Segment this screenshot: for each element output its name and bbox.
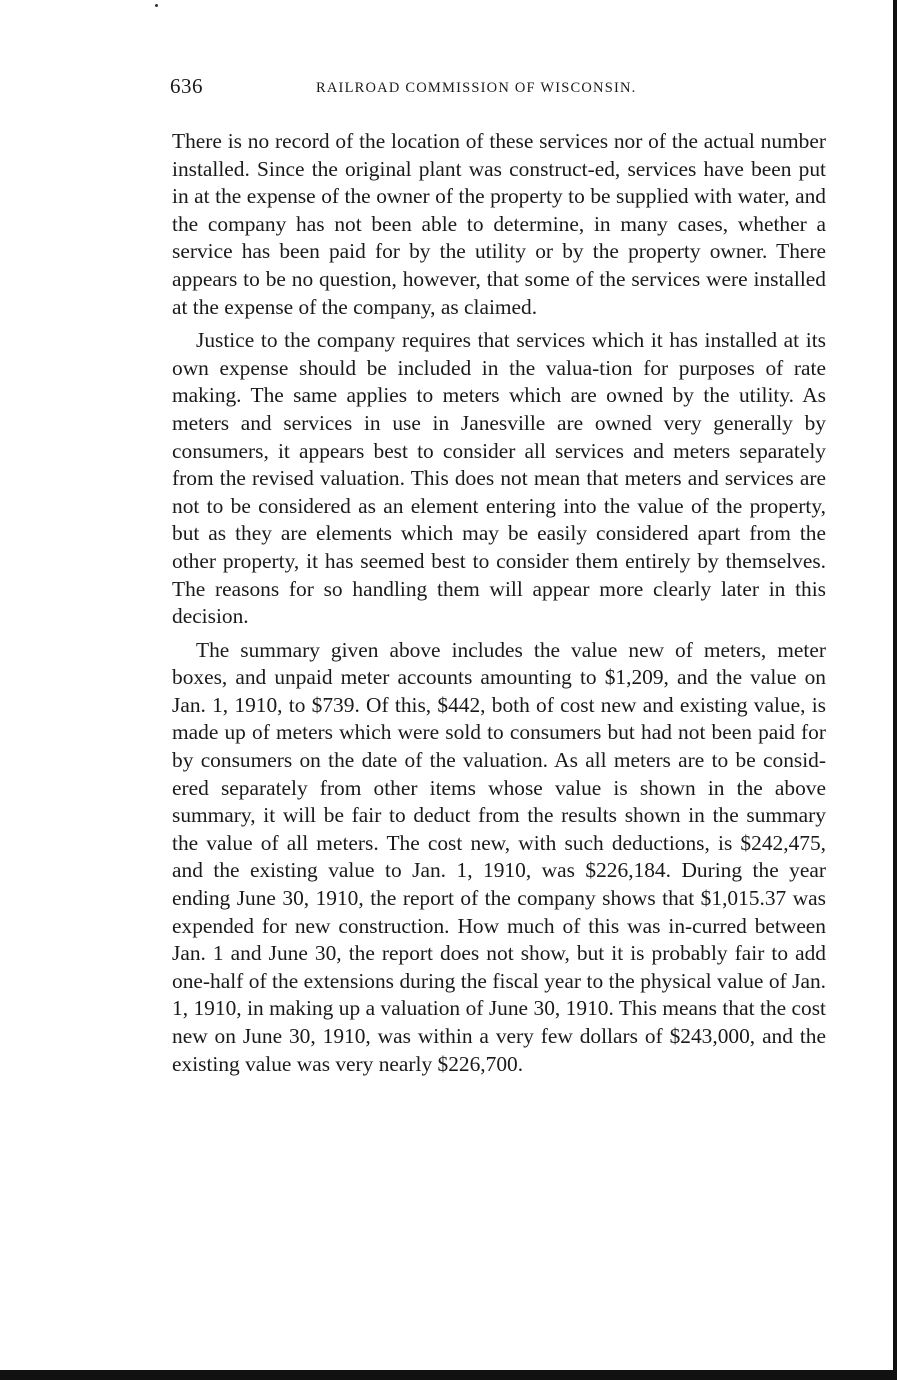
scan-speck [155,4,158,7]
running-head: RAILROAD COMMISSION OF WISCONSIN. [316,80,637,96]
paragraph-services-record: There is no record of the location of these services nor of the actual number installed. Since the original plant was construct-ed, services have been put in at the expense of the owner of the property to be supplied with water, and the company has not been able to determine, in many cases, whether a service has been paid for by the utility or by the property owner. There appears to be no question, however, that some of the services were installed at the expense of the company, as claimed. [172,129,826,319]
page-number: 636 [170,74,203,98]
body-text [172,128,826,1084]
paragraph-justice-to-company: Justice to the company requires that services which it has installed at its own expense should be included in the valua-tion for purposes of rate making. The same applies to meters which are owned by the utility. As meters and services in use in Janesville are owned very generally by consumers, it appears best to consider all services and meters separately from the revised valuation. This does not mean that meters and services are not to be considered as an element entering into the value of the property, but as they are elements which may be easily considered apart from the other property, it has seemed best to consider them entirely by themselves. The reasons for so handling them will appear more clearly later in this decision. [172,328,826,629]
scan-border-bottom [0,1370,897,1380]
scan-border-right [893,0,897,1380]
paragraph-summary-meters: The summary given above includes the value new of meters, meter boxes, and unpaid meter accounts amounting to $1,209, and the value on Jan. 1, 1910, to $739. Of this, $442, both of cost new and existing value, is made up of meters which were sold to consumers but had not been paid for by consumers on the date of the valuation. As all meters are to be consid-ered separately from other items whose value is shown in the above summary, it will be fair to deduct from the results shown in the summary the value of all meters. The cost new, with such deductions, is $242,475, and the existing value to Jan. 1, 1910, was $226,184. During the year ending June 30, 1910, the report of the company shows that $1,015.37 was expended for new construction. How much of this was in-curred between Jan. 1 and June 30, the report does not show, but it is probably fair to add one-half of the extensions during the fiscal year to the physical value of Jan. 1, 1910, in making up a valuation of June 30, 1910. This means that the cost new on June 30, 1910, was within a very few dollars of $243,000, and the existing value was very nearly $226,700. [172,637,826,1076]
page-header [170,74,830,104]
